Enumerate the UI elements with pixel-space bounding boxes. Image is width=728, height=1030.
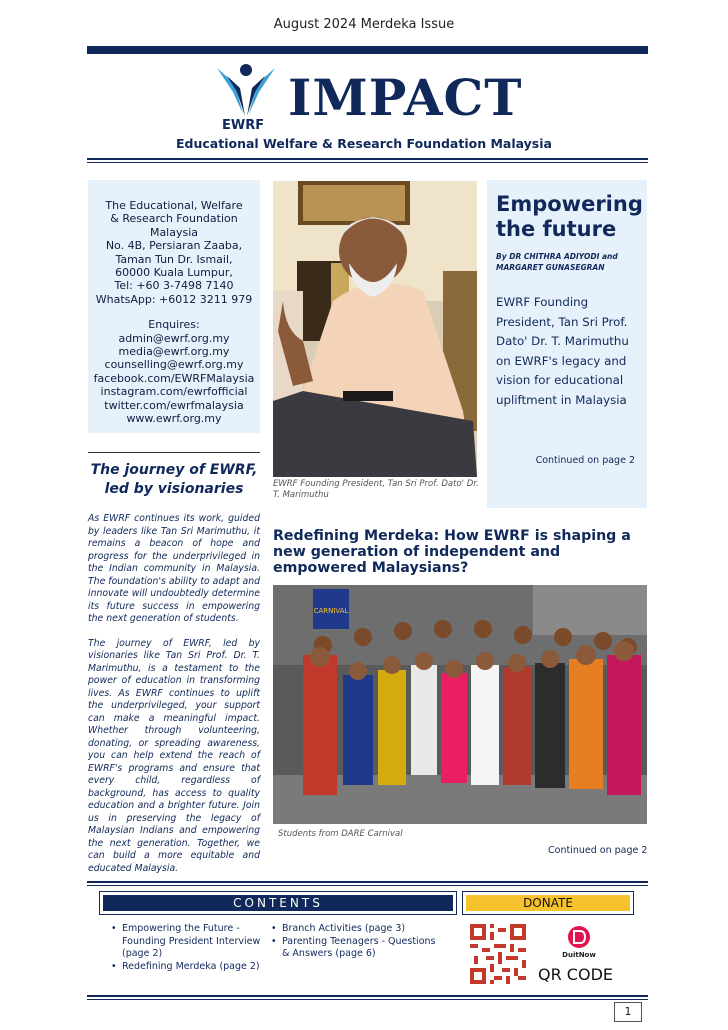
donate-header[interactable] — [462, 891, 634, 915]
journey-paragraph: The journey of EWRF, led by visionaries like Tan Sri Prof. Dr. T. Marimuthu, is a testament to the power of education in transforming lives. As EWRF continues to uplift the underprivileged, your support can make a meaningful impact. Whether through volunteering, donating, or spreading awareness, you can help extend the reach of EWRF's programs and ensure that every child, regardless of background, has access to quality education and a brighter future. Join us in preserving the legacy of Malaysian Indians and empowering the next generation. Together, we can build a more equitable and educated Malaysia. — [88, 637, 260, 874]
contact-line: & Research Foundation — [110, 212, 238, 226]
carnival-sign: CARNIVAL — [313, 607, 349, 615]
page-number: 1 — [614, 1002, 642, 1022]
header-rule — [87, 158, 648, 163]
contents-item[interactable]: • Branch Activities (page 3) — [268, 923, 443, 936]
feature-title-line: Empowering — [496, 192, 643, 216]
qr-code-icon[interactable] — [470, 923, 526, 985]
contact-line: The Educational, Welfare — [105, 199, 243, 212]
contents-list-left — [108, 923, 268, 973]
feature-byline — [496, 252, 647, 273]
qr-code-label: QR CODE — [538, 965, 613, 984]
founder-photo-caption: EWRF Founding President, Tan Sri Prof. Dato' Dr. T. Marimuthu — [273, 479, 479, 500]
journey-title-line: led by visionaries — [104, 481, 244, 497]
journey-article — [88, 513, 260, 875]
contact-address: 60000 Kuala Lumpur, — [115, 266, 233, 280]
contents-item[interactable]: • Parenting Teenagers - Questions & Answers (page 6) — [268, 936, 443, 961]
feature-continued-link[interactable]: Continued on page 2 — [535, 455, 635, 466]
contact-address: Taman Tun Dr. Ismail, — [115, 252, 233, 266]
contact-panel — [88, 180, 260, 433]
org-name: Educational Welfare & Research Foundation Malaysia — [176, 136, 552, 151]
duitnow-text: DuitNow — [562, 951, 596, 959]
byline-line: MARGARET GUNASEGRAN — [496, 262, 605, 272]
merdeka-headline: Redefining Merdeka: How EWRF is shaping a new generation of independent and empowered Malaysians? — [273, 528, 631, 576]
journey-paragraph: As EWRF continues its work, guided by leaders like Tan Sri Marimuthu, it remains a beacon of hope and progress for the underprivileged in the Indian community in Malaysia. The foundation's ability to adapt and innovate will undoubtedly determine its future success in empowering the next generation of students. — [88, 513, 260, 624]
journey-divider — [88, 452, 260, 453]
dare-carnival-photo — [273, 585, 647, 824]
contact-line: Malaysia — [149, 225, 199, 239]
contents-header — [99, 891, 457, 915]
website-link[interactable]: www.ewrf.org.my — [126, 412, 222, 426]
contact-whatsapp: WhatsApp: +6012 3211 979 — [95, 292, 253, 306]
facebook-link[interactable]: facebook.com/EWRFMalaysia — [93, 371, 255, 385]
contents-item[interactable]: • Empowering the Future - Founding President Interview (page 2) — [108, 923, 268, 961]
contact-phone: Tel: +60 3-7498 7140 — [114, 279, 234, 293]
email-link[interactable]: admin@ewrf.org.my — [118, 331, 230, 345]
donate-label: DONATE — [466, 895, 630, 911]
logo-text: EWRF — [222, 118, 265, 133]
contents-rule — [87, 881, 648, 886]
byline-line: By DR CHITHRA ADIYODI and — [496, 252, 618, 261]
issue-label: August 2024 Merdeka Issue — [273, 17, 455, 32]
feature-panel — [487, 180, 647, 508]
twitter-link[interactable]: twitter.com/ewrfmalaysia — [104, 398, 244, 412]
feature-title-line: the future — [496, 217, 617, 241]
journey-title — [88, 461, 260, 499]
top-bar — [87, 46, 648, 54]
masthead-title: IMPACT — [288, 68, 523, 127]
merdeka-continued-link[interactable]: Continued on page 2 — [548, 845, 648, 856]
carnival-photo-caption: Students from DARE Carnival — [278, 829, 403, 839]
contents-item[interactable]: • Redefining Merdeka (page 2) — [108, 961, 268, 974]
contact-address: No. 4B, Persiaran Zaaba, — [105, 239, 243, 253]
contents-list-right — [268, 923, 443, 961]
instagram-link[interactable]: instagram.com/ewrfofficial — [100, 385, 248, 399]
email-link[interactable]: media@ewrf.org.my — [118, 345, 230, 359]
enquiries-label: Enquires: — [148, 318, 200, 332]
journey-title-line: The journey of EWRF, — [90, 462, 258, 478]
email-link[interactable]: counselling@ewrf.org.my — [104, 358, 244, 372]
founder-photo — [273, 181, 477, 477]
duitnow-logo-icon — [559, 925, 599, 959]
contents-label: CONTENTS — [103, 895, 453, 911]
feature-lead: EWRF Founding President, Tan Sri Prof. Dato' Dr. T. Marimuthu on EWRF's legacy and vision for educational upliftment in Malaysia — [496, 295, 629, 407]
feature-title — [496, 192, 647, 242]
footer-rule — [87, 995, 648, 1000]
